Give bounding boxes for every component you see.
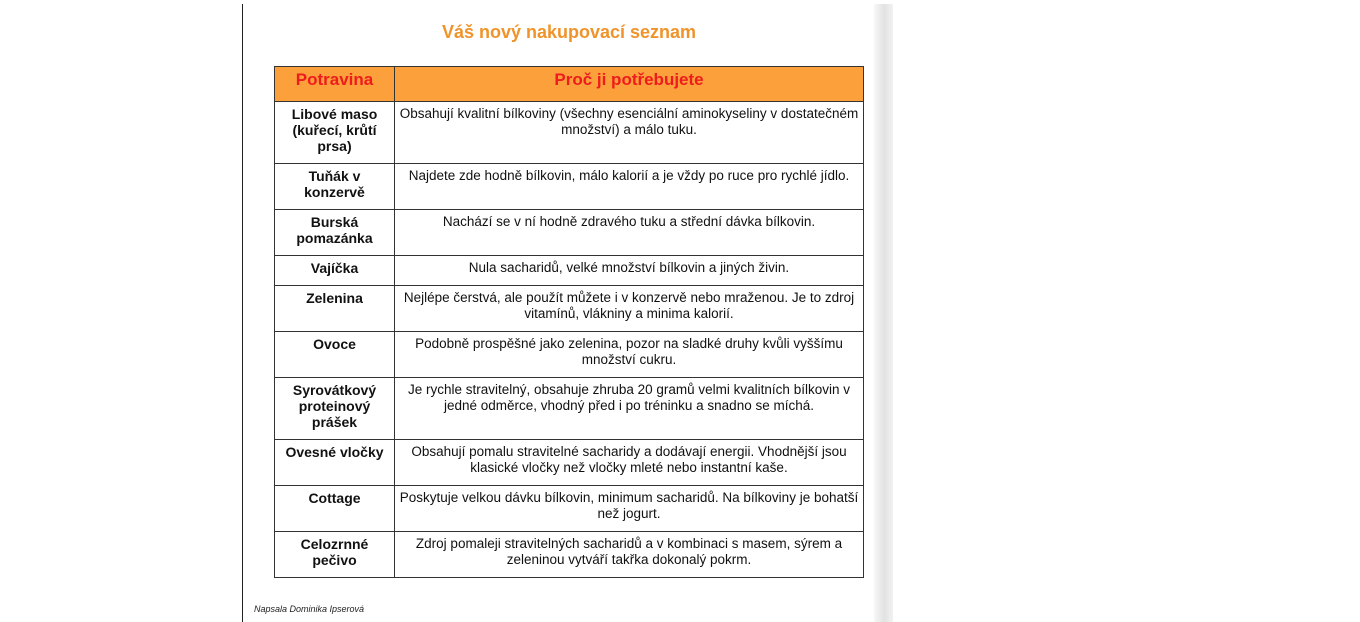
column-header-food: Potravina: [275, 67, 395, 102]
table-row: [275, 486, 864, 532]
reason-cell: Nejlépe čerstvá, ale použít můžete i v konzervě nebo mraženou. Je to zdroj vitamínů, vlákniny a minima kalorií.: [395, 286, 864, 332]
column-header-reason: Proč ji potřebujete: [395, 67, 864, 102]
document-page: [242, 4, 875, 622]
reason-cell: Podobně prospěšné jako zelenina, pozor na sladké druhy kvůli vyššímu množství cukru.: [395, 332, 864, 378]
reason-cell: Je rychle stravitelný, obsahuje zhruba 20 gramů velmi kvalitních bílkovin v jedné odměrce, vhodný před i po tréninku a snadno se míchá.: [395, 378, 864, 440]
food-cell: Ovesné vločky: [275, 440, 395, 486]
food-cell: Burská pomazánka: [275, 210, 395, 256]
shopping-list-table: [274, 66, 864, 578]
reason-cell: Obsahují pomalu stravitelné sacharidy a dodávají energii. Vhodnější jsou klasické vločky než vločky mleté nebo instantní kaše.: [395, 440, 864, 486]
reason-cell: Zdroj pomaleji stravitelných sacharidů a v kombinaci s masem, sýrem a zeleninou vytváří takřka dokonalý pokrm.: [395, 532, 864, 578]
table-row: [275, 102, 864, 164]
page-shadow: [874, 4, 893, 622]
food-cell: Tuňák v konzervě: [275, 164, 395, 210]
author-credit: Napsala Dominika Ipserová: [254, 604, 365, 614]
food-cell: Ovoce: [275, 332, 395, 378]
reason-cell: Nula sacharidů, velké množství bílkovin a jiných živin.: [395, 256, 864, 286]
page-title: Váš nový nakupovací seznam: [441, 22, 697, 42]
table-row: [275, 164, 864, 210]
food-cell: Libové maso (kuřecí, krůtí prsa): [275, 102, 395, 164]
table-row: [275, 532, 864, 578]
food-cell: Cottage: [275, 486, 395, 532]
table-row: [275, 440, 864, 486]
table-row: [275, 286, 864, 332]
food-cell: Vajíčka: [275, 256, 395, 286]
food-cell: Celozrnné pečivo: [275, 532, 395, 578]
food-cell: Syrovátkový proteinový prášek: [275, 378, 395, 440]
table-row: [275, 332, 864, 378]
reason-cell: Nachází se v ní hodně zdravého tuku a střední dávka bílkovin.: [395, 210, 864, 256]
table-row: [275, 210, 864, 256]
reason-cell: Najdete zde hodně bílkovin, málo kalorií a je vždy po ruce pro rychlé jídlo.: [395, 164, 864, 210]
table-row: [275, 378, 864, 440]
reason-cell: Obsahují kvalitní bílkoviny (všechny esenciální aminokyseliny v dostatečném množství) a málo tuku.: [395, 102, 864, 164]
food-cell: Zelenina: [275, 286, 395, 332]
reason-cell: Poskytuje velkou dávku bílkovin, minimum sacharidů. Na bílkoviny je bohatší než jogurt.: [395, 486, 864, 532]
table-header-row: [275, 67, 864, 102]
table-row: [275, 256, 864, 286]
